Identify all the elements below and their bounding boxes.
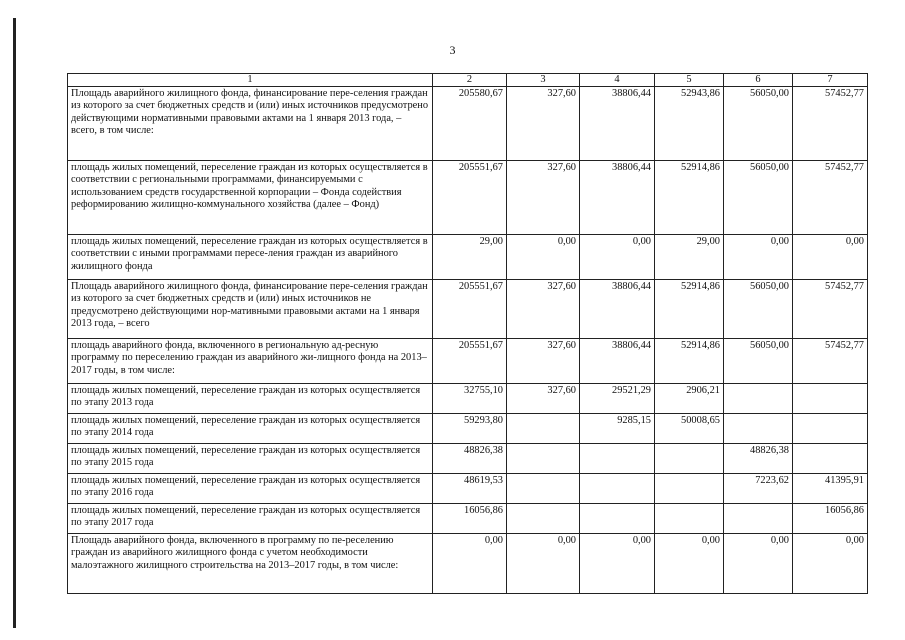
column-number: 1	[68, 74, 433, 87]
value-cell: 0,00	[433, 534, 507, 594]
value-cell: 29521,29	[580, 384, 655, 414]
row-description: площадь жилых помещений, переселение граждан из которых осуществляется по этапу 2016 года	[68, 474, 433, 504]
value-cell	[580, 504, 655, 534]
value-cell	[655, 444, 724, 474]
value-cell: 52914,86	[655, 161, 724, 235]
value-cell: 0,00	[507, 235, 580, 280]
value-cell: 38806,44	[580, 161, 655, 235]
value-cell: 52943,86	[655, 87, 724, 161]
value-cell: 205580,67	[433, 87, 507, 161]
value-cell: 52914,86	[655, 280, 724, 339]
value-cell: 205551,67	[433, 161, 507, 235]
value-cell: 327,60	[507, 339, 580, 384]
table-row	[68, 280, 868, 339]
row-description: площадь жилых помещений, переселение граждан из которых осуществляется в соответствии с региональными программами, финансируемыми с использованием средств государственной корпорации – Фонда содействия реформированию жилищно-коммунального хозяйства (далее – Фонд)	[68, 161, 433, 235]
row-description: Площадь аварийного жилищного фонда, финансирование пере-селения граждан из которого за счет бюджетных средств и (или) иных источников не предусмотрено действующими нор-мативными правовыми актами на 1 января 2013 года, – всего	[68, 280, 433, 339]
value-cell: 0,00	[507, 534, 580, 594]
table-row	[68, 474, 868, 504]
value-cell: 57452,77	[793, 161, 868, 235]
value-cell: 57452,77	[793, 87, 868, 161]
value-cell: 57452,77	[793, 280, 868, 339]
value-cell: 29,00	[433, 235, 507, 280]
value-cell: 48826,38	[724, 444, 793, 474]
row-description: площадь жилых помещений, переселение граждан из которых осуществляется по этапу 2013 года	[68, 384, 433, 414]
value-cell: 56050,00	[724, 339, 793, 384]
page-number: 3	[449, 43, 456, 57]
data-table	[67, 73, 868, 594]
value-cell: 327,60	[507, 280, 580, 339]
column-number: 3	[507, 74, 580, 87]
row-description: площадь жилых помещений, переселение граждан из которых осуществляется в соответствии с иными программами пересе-ления граждан из аварийного жилищного фонда	[68, 235, 433, 280]
column-number: 7	[793, 74, 868, 87]
table-row	[68, 384, 868, 414]
value-cell	[507, 444, 580, 474]
value-cell: 16056,86	[793, 504, 868, 534]
value-cell	[580, 444, 655, 474]
value-cell: 0,00	[580, 235, 655, 280]
value-cell: 0,00	[793, 235, 868, 280]
value-cell	[793, 444, 868, 474]
table-row	[68, 87, 868, 161]
column-number: 6	[724, 74, 793, 87]
value-cell: 56050,00	[724, 280, 793, 339]
value-cell	[724, 414, 793, 444]
table-row	[68, 534, 868, 594]
column-number: 5	[655, 74, 724, 87]
value-cell: 29,00	[655, 235, 724, 280]
table-row	[68, 161, 868, 235]
value-cell: 38806,44	[580, 87, 655, 161]
row-description: Площадь аварийного жилищного фонда, финансирование пере-селения граждан из которого за счет бюджетных средств и (или) иных источников предусмотрено действующими нормативными правовыми актами на 1 января 2013 года, – всего, в том числе:	[68, 87, 433, 161]
value-cell	[793, 414, 868, 444]
value-cell: 32755,10	[433, 384, 507, 414]
value-cell: 0,00	[580, 534, 655, 594]
value-cell	[580, 474, 655, 504]
column-number: 2	[433, 74, 507, 87]
value-cell: 2906,21	[655, 384, 724, 414]
value-cell: 38806,44	[580, 339, 655, 384]
value-cell	[793, 384, 868, 414]
value-cell	[655, 474, 724, 504]
column-number: 4	[580, 74, 655, 87]
table-row	[68, 414, 868, 444]
value-cell: 7223,62	[724, 474, 793, 504]
value-cell: 205551,67	[433, 280, 507, 339]
row-description: площадь аварийного фонда, включенного в региональную ад-ресную программу по переселению граждан из аварийного жи-лищного фонда на 2013–2017 годы, в том числе:	[68, 339, 433, 384]
value-cell: 48619,53	[433, 474, 507, 504]
value-cell: 48826,38	[433, 444, 507, 474]
value-cell	[724, 384, 793, 414]
row-description: Площадь аварийного фонда, включенного в программу по пе-реселению граждан из аварийного жилищного фонда с учетом необходимости малоэтажного жилищного строительства на 2013–2017 годы, в том числе:	[68, 534, 433, 594]
value-cell	[655, 504, 724, 534]
value-cell: 0,00	[724, 235, 793, 280]
value-cell: 59293,80	[433, 414, 507, 444]
value-cell: 16056,86	[433, 504, 507, 534]
value-cell	[507, 504, 580, 534]
value-cell: 0,00	[724, 534, 793, 594]
value-cell: 50008,65	[655, 414, 724, 444]
value-cell	[507, 474, 580, 504]
row-description: площадь жилых помещений, переселение граждан из которых осуществляется по этапу 2014 года	[68, 414, 433, 444]
row-description: площадь жилых помещений, переселение граждан из которых осуществляется по этапу 2015 года	[68, 444, 433, 474]
value-cell: 0,00	[793, 534, 868, 594]
value-cell: 52914,86	[655, 339, 724, 384]
table-row	[68, 504, 868, 534]
table-row	[68, 444, 868, 474]
table-row	[68, 235, 868, 280]
value-cell: 327,60	[507, 87, 580, 161]
value-cell	[724, 504, 793, 534]
value-cell: 41395,91	[793, 474, 868, 504]
value-cell: 327,60	[507, 384, 580, 414]
column-number-row	[68, 74, 868, 87]
value-cell: 57452,77	[793, 339, 868, 384]
page-edge-bar	[13, 18, 16, 628]
value-cell: 56050,00	[724, 161, 793, 235]
value-cell: 38806,44	[580, 280, 655, 339]
value-cell: 0,00	[655, 534, 724, 594]
value-cell	[507, 414, 580, 444]
value-cell: 9285,15	[580, 414, 655, 444]
row-description: площадь жилых помещений, переселение граждан из которых осуществляется по этапу 2017 года	[68, 504, 433, 534]
table-row	[68, 339, 868, 384]
value-cell: 56050,00	[724, 87, 793, 161]
value-cell: 205551,67	[433, 339, 507, 384]
value-cell: 327,60	[507, 161, 580, 235]
